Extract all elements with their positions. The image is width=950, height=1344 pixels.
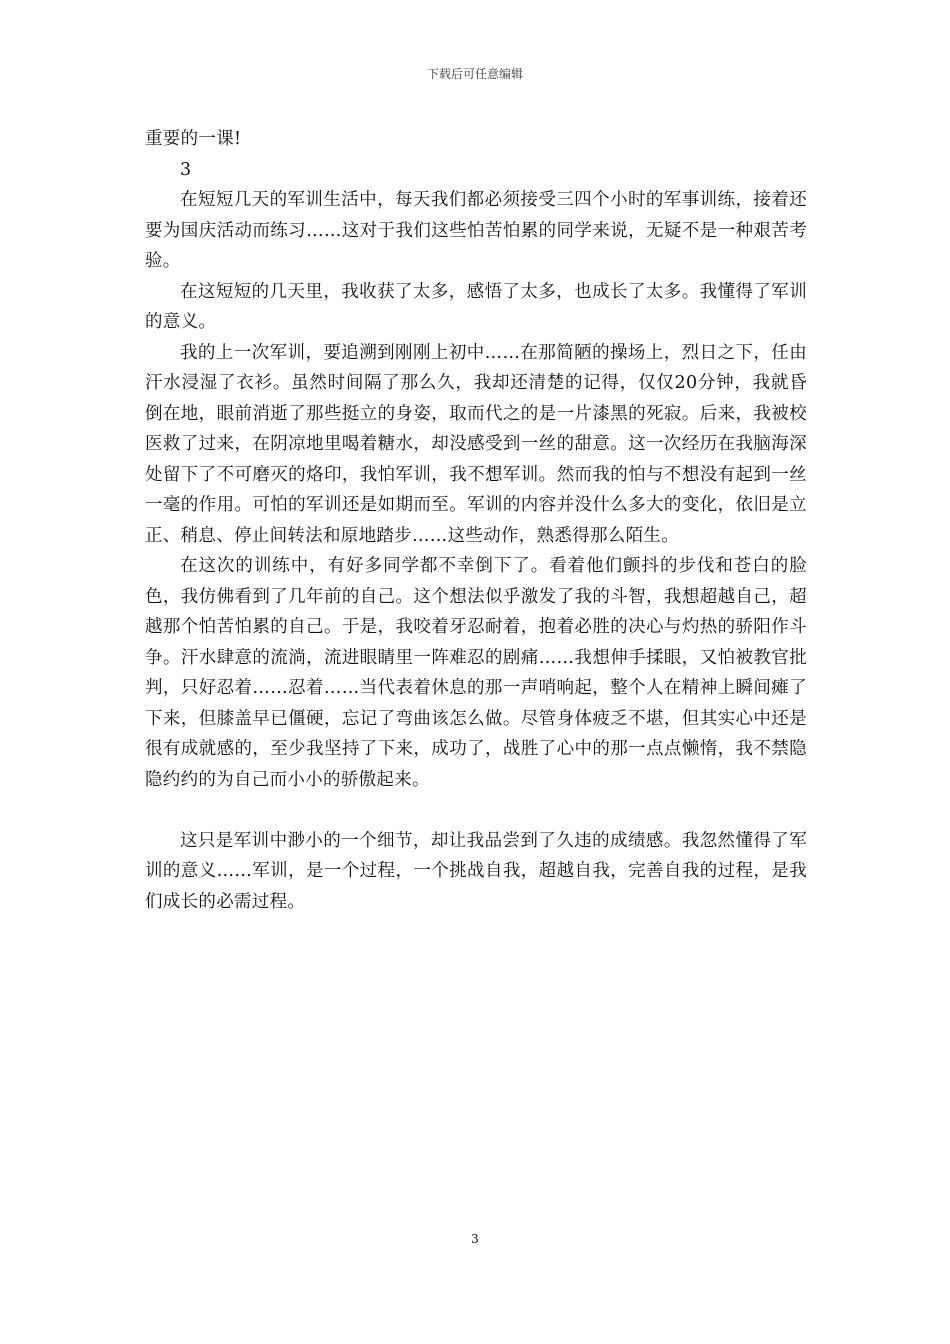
- paragraph-6: 这只是军训中渺小的一个细节，却让我品尝到了久违的成绩感。我忽然懂得了军训的意义……军训，是一个过程，一个挑战自我，超越自我，完善自我的过程，是我们成长的必需过程。: [145, 830, 807, 912]
- paragraph-3: 在这短短的几天里，我收获了太多，感悟了太多，也成长了太多。我懂得了军训的意义。: [145, 281, 807, 332]
- paragraph-5: 在这次的训练中，有好多同学都不幸倒下了。看着他们颤抖的步伐和苍白的脸色，我仿佛看到了几年前的自己。这个想法似乎激发了我的斗智，我想超越自己，超越那个怕苦怕累的自己。于是，我咬着牙忍耐着，抱着必胜的决心与灼热的骄阳作斗争。汗水肆意的流淌，流进眼睛里一阵难忍的剧痛……我想伸手揉眼，又怕被教官批判，只好忍着……忍着……当代表着休息的那一声哨响起，整个人在精神上瞬间瘫了下来，但膝盖早已僵硬，忘记了弯曲该怎么做。尽管身体疲乏不堪，但其实心中还是很有成就感的，至少我坚持了下来，成功了，战胜了心中的那一点点懒惰，我不禁隐隐约约的为自己而小小的骄傲起来。: [145, 556, 807, 790]
- paragraph-2: 在短短几天的军训生活中，每天我们都必须接受三四个小时的军事训练，接着还要为国庆活动而练习……这对于我们这些怕苦怕累的同学来说，无疑不是一种艰苦考验。: [145, 190, 807, 271]
- document-body: [145, 124, 807, 917]
- page-header: 下载后可任意编辑: [426, 67, 523, 81]
- paragraph-1: 重要的一课!: [145, 129, 242, 149]
- paragraph-4: 我的上一次军训，要追溯到刚刚上初中……在那简陋的操场上，烈日之下，任由汗水浸湿了衣衫。虽然时间隔了那么久，我却还清楚的记得，仅仅20分钟，我就昏倒在地，眼前消逝了那些挺立的身姿，取而代之的是一片漆黑的死寂。后来，我被校医救了过来，在阴凉地里喝着糖水，却没感受到一丝的甜意。这一次经历在我脑海深处留下了不可磨灭的烙印，我怕军训，我不想军训。然而我的怕与不想没有起到一丝一毫的作用。可怕的军训还是如期而至。军训的内容并没什么多大的变化，依旧是立正、稍息、停止间转法和原地踏步……这些动作，熟悉得那么陌生。: [145, 342, 807, 546]
- page-number: 3: [471, 1232, 479, 1246]
- section-number: 3: [180, 159, 192, 180]
